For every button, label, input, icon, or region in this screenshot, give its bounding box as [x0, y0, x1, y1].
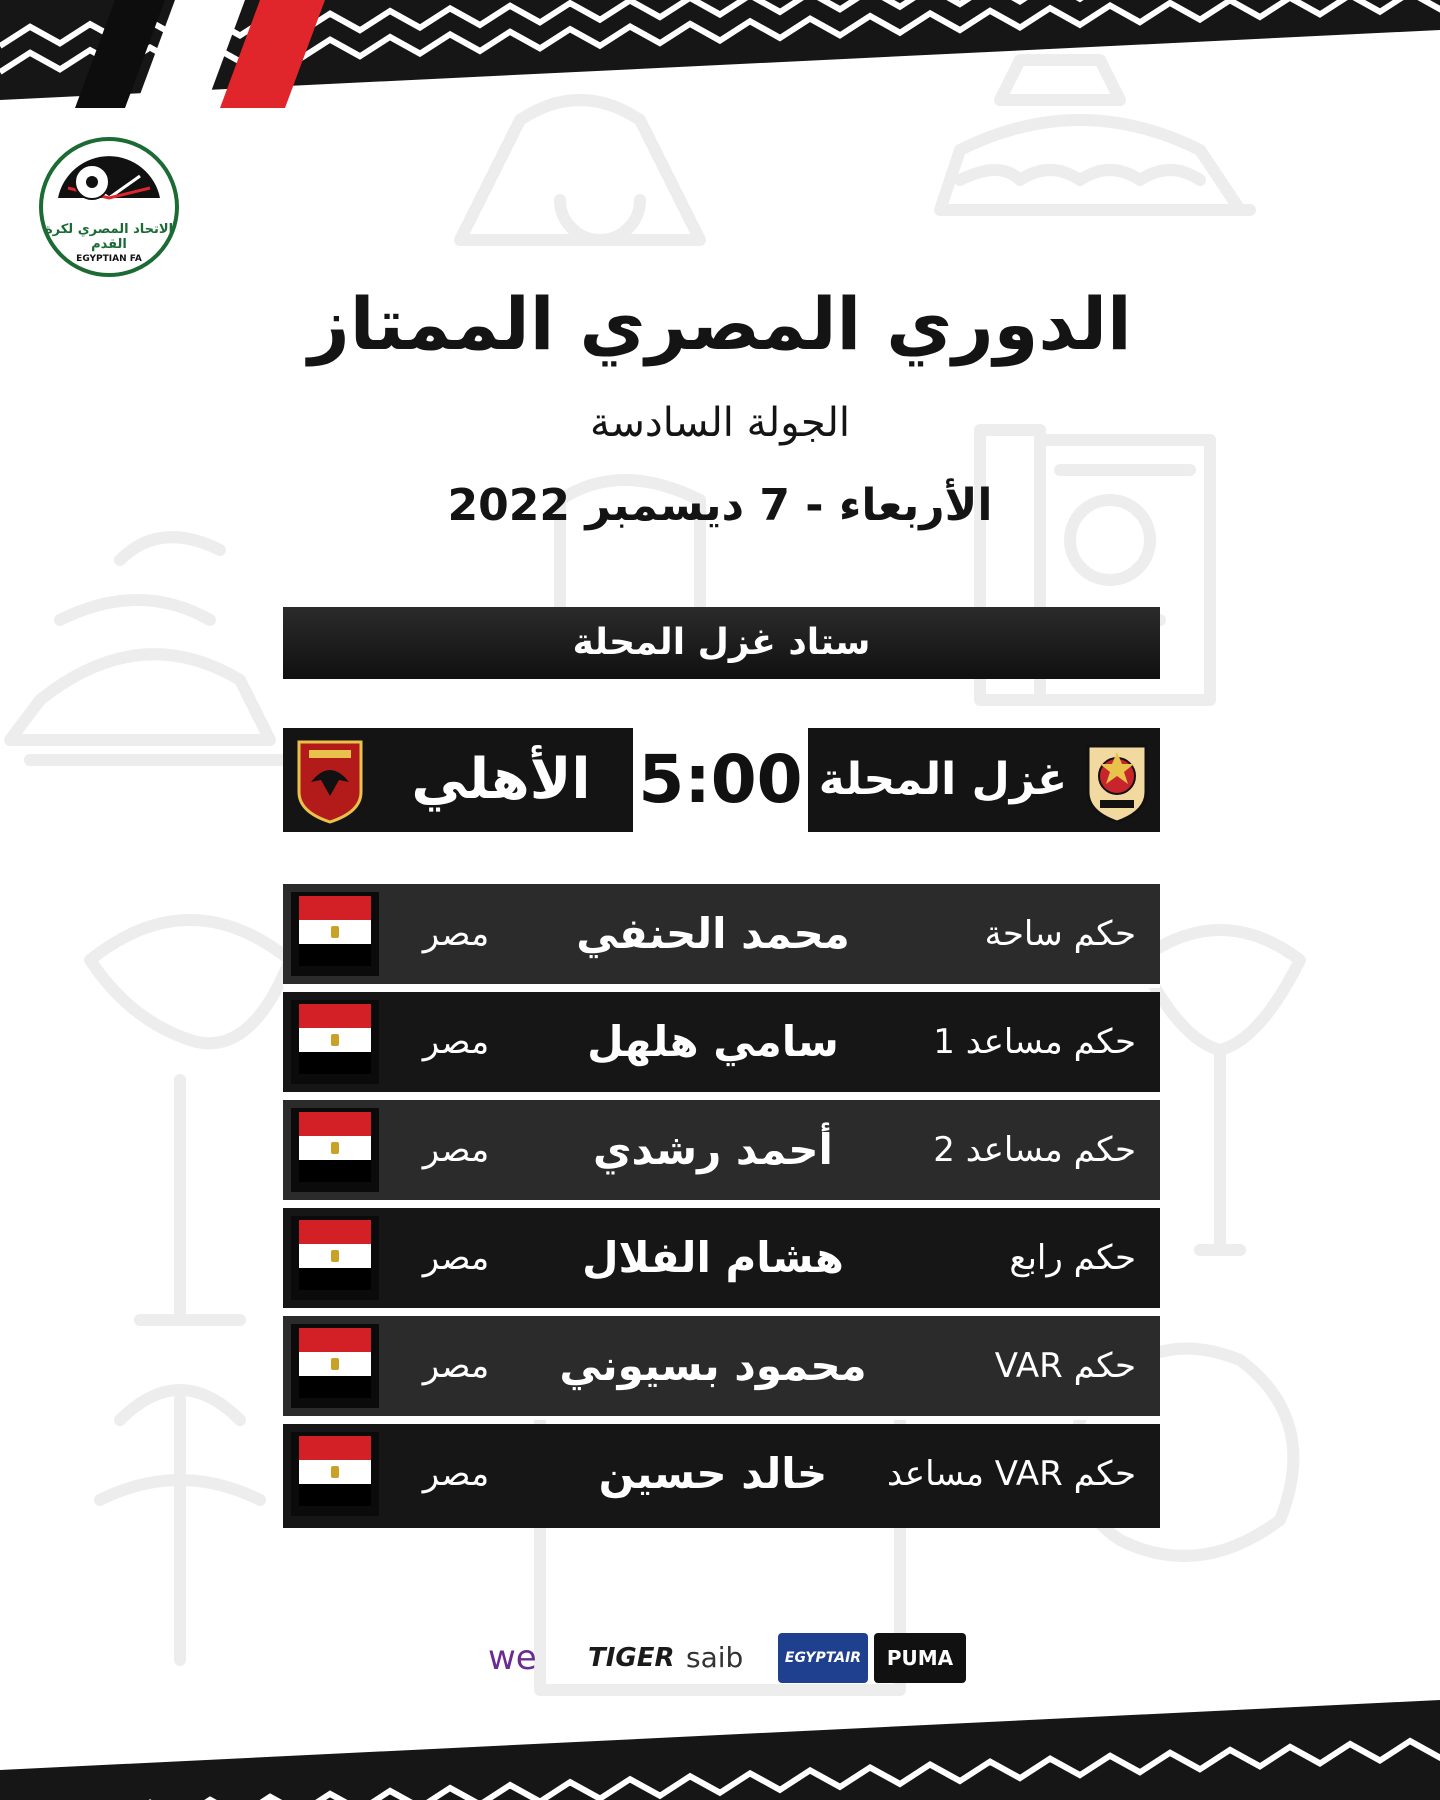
referee-country: مصر: [422, 1346, 490, 1386]
referee-row: [283, 884, 1160, 988]
referee-name: هشام الفلال: [582, 1233, 844, 1282]
sponsor-we-logo: we: [488, 1638, 537, 1678]
match-card: [283, 728, 1160, 832]
referee-country: مصر: [422, 914, 490, 954]
page-title: الدوري المصري الممتاز: [308, 282, 1132, 366]
referee-name: خالد حسين: [598, 1449, 828, 1498]
referee-role: حكم مساعد 1: [933, 1022, 1136, 1062]
referee-role: حكم رابع: [1009, 1238, 1136, 1278]
away-team-name: الأهلي: [411, 747, 591, 812]
referee-country: مصر: [422, 1454, 490, 1494]
referee-country: مصر: [422, 1238, 490, 1278]
referee-row: [283, 1100, 1160, 1204]
referee-role: حكم مساعد 2: [933, 1130, 1136, 1170]
logo-arabic-text: الاتحاد المصري لكرة القدم: [44, 222, 174, 252]
referee-row: [283, 1316, 1160, 1420]
bottom-zigzag-border: [0, 1700, 1440, 1800]
referee-role: حكم VAR: [994, 1346, 1136, 1386]
sponsor-logos: [470, 1630, 970, 1690]
al-ahly-crest-icon: [291, 736, 369, 824]
referee-name: محمد الحنفي: [576, 909, 850, 958]
home-team-name: غزل المحلة: [818, 754, 1068, 805]
sponsor-tiger-logo: TIGER: [588, 1643, 675, 1673]
logo-english-text: EGYPTIAN FA: [76, 254, 142, 264]
egypt-flag-icon: [291, 1108, 379, 1192]
stadium-banner: ستاد غزل المحلة: [283, 607, 1160, 679]
sponsor-egyptair-logo: EGYPTAIR: [778, 1633, 868, 1683]
referee-country: مصر: [422, 1130, 490, 1170]
ghazl-el-mahalla-crest-icon: [1078, 736, 1156, 824]
referee-country: مصر: [422, 1022, 490, 1062]
referee-row: [283, 992, 1160, 1096]
referee-role: حكم VAR مساعد: [886, 1454, 1136, 1494]
egypt-flag-icon: [291, 1000, 379, 1084]
away-team-box: [283, 728, 633, 832]
sponsor-saib-logo: saib: [686, 1641, 744, 1674]
referee-role: حكم ساحة: [984, 914, 1136, 954]
egypt-flag-icon: [291, 1324, 379, 1408]
match-date: الأربعاء - 7 ديسمبر 2022: [447, 480, 993, 531]
egypt-flag-icon: [291, 892, 379, 976]
kickoff-time: 5:00: [633, 728, 808, 832]
egypt-flag-icon: [291, 1432, 379, 1516]
egypt-flag-stripes: [55, 0, 335, 108]
egypt-flag-icon: [291, 1216, 379, 1300]
round-label: الجولة السادسة: [589, 400, 851, 446]
referee-name: أحمد رشدي: [593, 1125, 833, 1174]
referee-row: [283, 1424, 1160, 1528]
referee-name: محمود بسيوني: [559, 1341, 867, 1390]
referee-row: [283, 1208, 1160, 1312]
referee-name: سامي هلهل: [587, 1017, 839, 1066]
sponsor-puma-logo: PUMA: [874, 1633, 966, 1683]
home-team-box: [808, 728, 1160, 832]
